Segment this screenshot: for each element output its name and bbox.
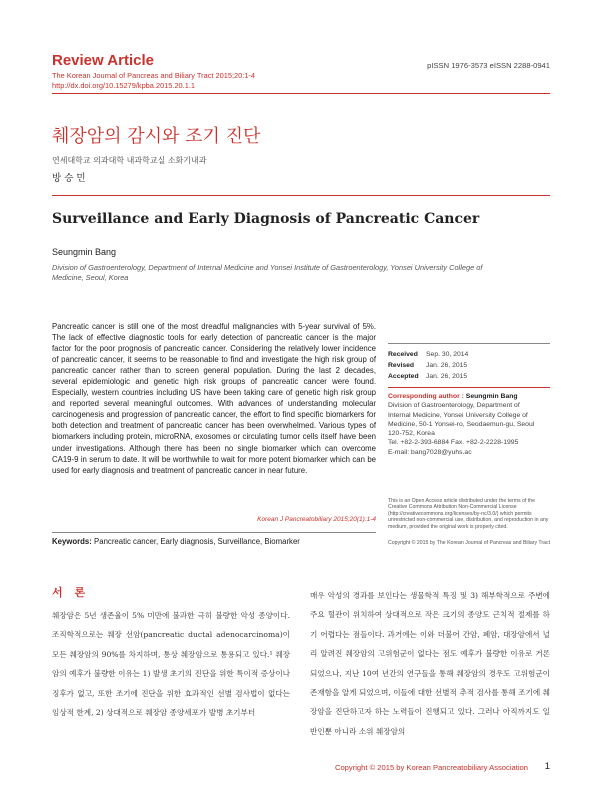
corr-phone-line: Tel. +82-2-393-6884 Fax. +82-2-2228-1995 xyxy=(388,439,519,447)
corr-address-line: Division of Gastroenterology, Department of xyxy=(388,402,520,410)
abstract-citation: Korean J Pancreatobiliary 2015;20(1):1-4 xyxy=(257,516,376,523)
keywords-line xyxy=(52,537,376,546)
corr-address-line: Medicine, 50-1 Yonsei-ro, Seodaemun-gu, Seoul xyxy=(388,420,535,428)
date-row-accepted xyxy=(388,371,468,382)
sidebar-divider-mid xyxy=(388,387,550,388)
date-row-received xyxy=(388,349,468,360)
header-divider xyxy=(52,93,550,94)
corr-address-line: Internal Medicine, Yonsei University College of xyxy=(388,411,528,419)
date-value: Sep. 30, 2014 xyxy=(426,351,469,358)
article-dates xyxy=(388,349,468,382)
corresponding-author-block xyxy=(388,392,553,457)
date-label: Revised xyxy=(388,362,415,369)
title-divider xyxy=(52,195,550,196)
corr-email-line[interactable]: E-mail: bang7028@yuhs.ac xyxy=(388,448,472,456)
open-access-notice: This is an Open Access article distributed under the terms of the Creative Commons Attribution Non-Commercial License (http://creativecommons.org/licenses/by-nc/3.0/) which permits unrestricted non-commercial use, distribution, and reproduction in any medium, provided the original work is properly cited. xyxy=(388,498,549,530)
english-author: Seungmin Bang xyxy=(52,247,117,257)
date-value: Jan. 26, 2015 xyxy=(426,373,468,380)
article-type-label: Review Article xyxy=(52,52,154,69)
page-number: 1 xyxy=(544,761,550,772)
korean-author: 방 승 민 xyxy=(52,173,86,184)
date-label: Accepted xyxy=(388,373,419,380)
journal-citation: The Korean Journal of Pancreas and Biliary Tract 2015;20:1-4 xyxy=(52,71,255,80)
section-heading-introduction: 서 론 xyxy=(52,586,90,599)
abstract-divider xyxy=(52,532,376,533)
keywords-list: Pancreatic cancer, Early diagnosis, Surveillance, Biomarker xyxy=(94,537,300,546)
doi-link[interactable]: http://dx.doi.org/10.15279/kpba.2015.20.1.1 xyxy=(52,81,195,90)
body-column-left: 췌장암은 5년 생존율이 5% 미만에 불과한 극히 불량한 악성 종양이다. 조직학적으로는 췌장 선암(pancreatic ductal adenocarcinoma)이 모든 췌장암의 90%를 차지하며, 통상 췌장암으로 통용되고 있다.¹ 췌장암의 예후가 불량한 이유는 1) 발생 초기의 진단을 위한 특이적 증상이나 징후가 없고, 또한 조기에 진단을 위한 효과적인 선별 검사법이 없다는 임상적 한계, 2) 상대적으로 췌장암 종양세포가 발병 초기부터 xyxy=(52,611,290,718)
corresponding-author-heading xyxy=(388,392,553,401)
korean-affiliation: 연세대학교 의과대학 내과학교실 소화기내과 xyxy=(52,156,207,165)
english-affiliation: Division of Gastroenterology, Department of Internal Medicine and Yonsei Institute of Gastroenterology, Yonsei University College of Medicine, Seoul, Korea xyxy=(52,263,483,282)
corresponding-author-label: Corresponding author : xyxy=(388,393,464,400)
date-row-revised xyxy=(388,360,468,371)
abstract-text: Pancreatic cancer is still one of the most dreadful malignancies with 5-year survival of 5%. The lack of effective diagnostic tools for early detection of pancreatic cancer is the major factor for the poor prognosis of pancreatic cancer. Considering the relatively lower incidence of pancreatic cancer, it seems to be reasonable to find and investigate the high risk group of pancreatic cancer rather than to screen general population. During the last 2 decades, several epidemiologic and genetic high risk groups of pancreatic cancer were found. Especially, western countries including US have been taking care of genetic high risk group and reported several meaningful outcomes. With advances of understanding molecular carcinogenesis and progression of pancreatic cancer, the effort to find specific biomarkers for both detection and treatment of pancreatic cancer has been overwhelmed. Various types of biomarkers including protein, microRNA, exosomes or circulating tumor cells itself have been under investigations. Although there has been no single biomarker which can overcome CA19-9 in serum to date. It will be worthwhile to wait for more potent biomarker which can be used for early diagnosis and treatment of pancreatic cancer in near future. xyxy=(52,322,376,475)
body-column-right: 매우 악성의 경과를 보인다는 생물학적 특징 및 3) 해부학적으로 주변에 주요 혈관이 위치하여 상대적으로 작은 크기의 종양도 근치적 절제를 하기 어렵다는 점들이다. 과거에는 이와 더불어 간암, 폐암, 대장암에서 널리 알려진 췌장암의 고위험군이 없다는 점도 예후가 불량한 이유로 거론되었으나, 지난 10여 년간의 연구들을 통해 췌장암의 경우도 고위험군이 존재함을 알게 되었으며, 이들에 대한 선별적 추적 검사를 통해 조기에 췌장암을 진단하고자 하는 노력들이 진행되고 있다. 그러나 아직까지도 일반인뿐 아니라 소위 췌장암의 xyxy=(310,591,550,736)
sidebar-divider-top xyxy=(388,343,550,344)
footer-copyright: Copyright © 2015 by Korean Pancreatobiliary Association xyxy=(334,763,528,772)
date-value: Jan. 26, 2015 xyxy=(426,362,468,369)
date-label: Received xyxy=(388,351,418,358)
korean-title: 췌장암의 감시와 조기 진단 xyxy=(52,126,261,147)
corr-address-line: 120-752, Korea xyxy=(388,430,435,438)
corresponding-author-name: Seungmin Bang xyxy=(465,393,518,400)
sidebar-copyright: Copyright © 2015 by The Korean Journal of Pancreas and Biliary Tract xyxy=(388,540,551,546)
issn-numbers: pISSN 1976-3573 eISSN 2288-0941 xyxy=(427,61,550,70)
keywords-label: Keywords: xyxy=(52,537,92,546)
english-title: Surveillance and Early Diagnosis of Pancreatic Cancer xyxy=(52,211,480,227)
